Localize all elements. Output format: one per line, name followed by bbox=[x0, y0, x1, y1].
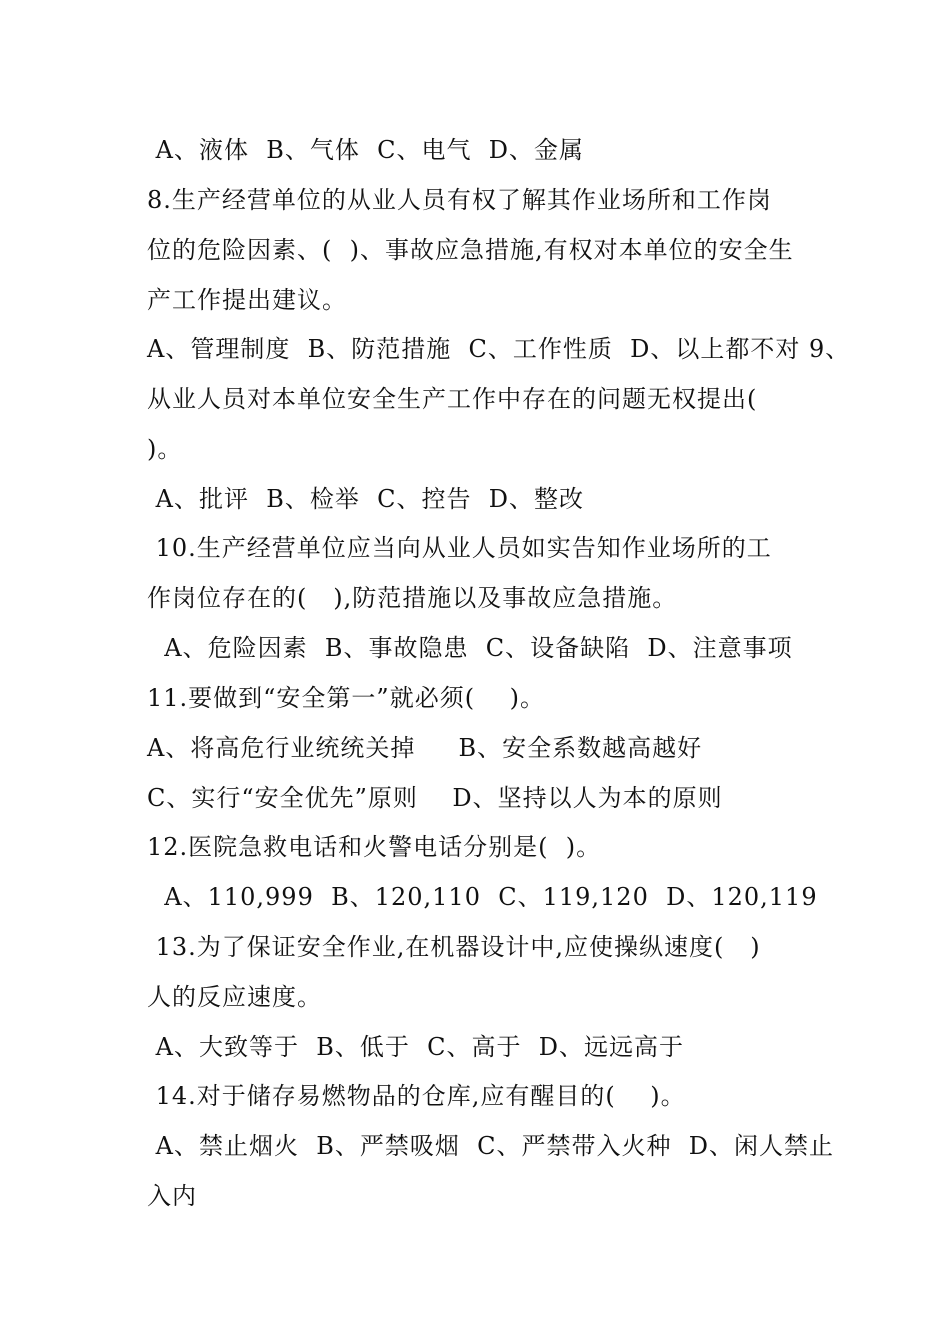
text-line: 13.为了保证安全作业,在机器设计中,应使操纵速度( ) bbox=[147, 933, 761, 961]
text-line: A、大致等于 B、低于 C、高于 D、远远高于 bbox=[147, 1033, 684, 1061]
text-line: A、110,999 B、120,110 C、119,120 D、120,119 bbox=[147, 883, 818, 911]
text-line: )。 bbox=[147, 435, 183, 463]
text-line: 位的危险因素、( )、事故应急措施,有权对本单位的安全生 bbox=[147, 236, 794, 264]
text-line: 产工作提出建议。 bbox=[147, 286, 347, 314]
text-line: C、实行“安全优先”原则 D、坚持以人为本的原则 bbox=[147, 784, 723, 812]
text-line: A、批评 B、检举 C、控告 D、整改 bbox=[147, 485, 584, 513]
text-line: 11.要做到“安全第一”就必须( )。 bbox=[147, 684, 545, 712]
text-line: A、液体 B、气体 C、电气 D、金属 bbox=[147, 136, 584, 164]
text-line: 8.生产经营单位的从业人员有权了解其作业场所和工作岗 bbox=[147, 186, 772, 214]
text-line: A、管理制度 B、防范措施 C、工作性质 D、以上都不对 9、 bbox=[147, 335, 851, 363]
text-line: 从业人员对本单位安全生产工作中存在的问题无权提出( bbox=[147, 385, 758, 413]
text-line: 入内 bbox=[147, 1182, 197, 1210]
text-line: A、危险因素 B、事故隐患 C、设备缺陷 D、注意事项 bbox=[147, 634, 793, 662]
text-line: 12.医院急救电话和火警电话分别是( )。 bbox=[147, 833, 602, 861]
text-line: A、将高危行业统统关掉 B、安全系数越高越好 bbox=[147, 734, 703, 762]
text-line: 作岗位存在的( ),防范措施以及事故应急措施。 bbox=[147, 584, 678, 612]
text-line: A、禁止烟火 B、严禁吸烟 C、严禁带入火种 D、闲人禁止 bbox=[147, 1132, 834, 1160]
text-line: 人的反应速度。 bbox=[147, 983, 322, 1011]
text-line: 10.生产经营单位应当向从业人员如实告知作业场所的工 bbox=[147, 534, 772, 562]
text-line: 14.对于储存易燃物品的仓库,应有醒目的( )。 bbox=[147, 1082, 686, 1110]
